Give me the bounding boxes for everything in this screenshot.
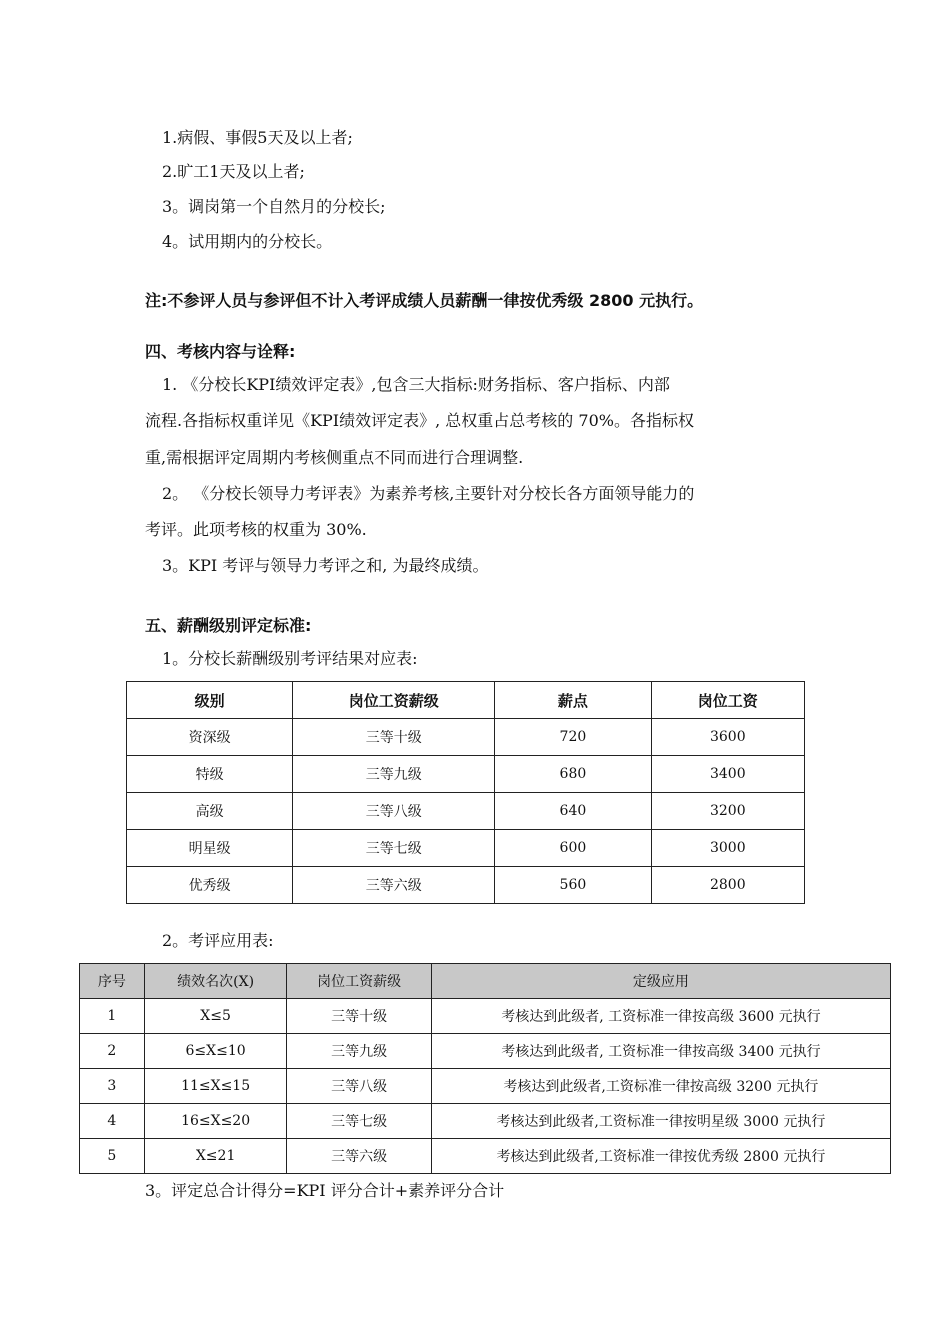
table-cell: 优秀级: [127, 867, 293, 904]
table-cell: 5: [80, 1139, 145, 1174]
table-row: [127, 867, 805, 904]
total-score-formula: 3。评定总合计得分=KPI 评分合计+素养评分合计: [145, 1181, 505, 1200]
table-row: [127, 793, 805, 830]
section4-paragraph: 流程.各指标权重详见《KPI绩效评定表》, 总权重占总考核的 70%。各指标权: [145, 411, 694, 430]
table-row: [80, 999, 891, 1034]
table-row: [80, 1069, 891, 1104]
evaluation-application-table: [79, 963, 891, 1174]
table-header-cell: 绩效名次(X): [144, 964, 287, 999]
table-cell: 720: [495, 719, 651, 756]
table-cell: 三等七级: [287, 1104, 431, 1139]
table-cell: 3: [80, 1069, 145, 1104]
table-cell: 3000: [651, 830, 804, 867]
table-cell: 三等九级: [293, 756, 495, 793]
table-cell: 三等七级: [293, 830, 495, 867]
list-item: 3。调岗第一个自然月的分校长;: [162, 197, 386, 216]
table-row: [80, 1104, 891, 1139]
table-cell: 4: [80, 1104, 145, 1139]
table-cell: 16≤X≤20: [144, 1104, 287, 1139]
section4-heading: 四、考核内容与诠释:: [145, 342, 296, 361]
table-cell: 三等十级: [287, 999, 431, 1034]
table-header-cell: 岗位工资薪级: [293, 682, 495, 719]
table-header-cell: 序号: [80, 964, 145, 999]
table-cell: 3200: [651, 793, 804, 830]
table-cell: 考核达到此级者,工资标准一律按优秀级 2800 元执行: [431, 1139, 890, 1174]
table-cell: 1: [80, 999, 145, 1034]
table-header-row: [80, 964, 891, 999]
table-cell: 考核达到此级者, 工资标准一律按高级 3600 元执行: [431, 999, 890, 1034]
table-cell: 680: [495, 756, 651, 793]
table-cell: 11≤X≤15: [144, 1069, 287, 1104]
table-cell: 明星级: [127, 830, 293, 867]
table-row: [127, 830, 805, 867]
section4-paragraph: 1. 《分校长KPI绩效评定表》,包含三大指标:财务指标、客户指标、内部: [162, 375, 670, 394]
table-cell: 2800: [651, 867, 804, 904]
table-row: [127, 756, 805, 793]
table-cell: 2: [80, 1034, 145, 1069]
table-header-cell: 级别: [127, 682, 293, 719]
table-cell: 560: [495, 867, 651, 904]
section5-heading: 五、薪酬级别评定标准:: [145, 616, 312, 635]
table-header-row: [127, 682, 805, 719]
table-row: [80, 1034, 891, 1069]
table-cell: 考核达到此级者,工资标准一律按明星级 3000 元执行: [431, 1104, 890, 1139]
table-cell: 三等八级: [293, 793, 495, 830]
table-cell: 三等六级: [287, 1139, 431, 1174]
table-header-cell: 定级应用: [431, 964, 890, 999]
table-cell: X≤5: [144, 999, 287, 1034]
section4-paragraph: 3。KPI 考评与领导力考评之和, 为最终成绩。: [162, 556, 489, 575]
table-cell: 600: [495, 830, 651, 867]
table-cell: 考核达到此级者,工资标准一律按高级 3200 元执行: [431, 1069, 890, 1104]
table-cell: 资深级: [127, 719, 293, 756]
table-cell: 特级: [127, 756, 293, 793]
list-item: 1.病假、事假5天及以上者;: [162, 128, 353, 147]
table-cell: 3400: [651, 756, 804, 793]
table-row: [80, 1139, 891, 1174]
table-cell: 640: [495, 793, 651, 830]
table2-caption: 2。考评应用表:: [162, 931, 274, 950]
table-cell: 三等九级: [287, 1034, 431, 1069]
table-cell: 三等十级: [293, 719, 495, 756]
list-item: 2.旷工1天及以上者;: [162, 162, 305, 181]
table1-caption: 1。分校长薪酬级别考评结果对应表:: [162, 649, 418, 668]
table-header-cell: 薪点: [495, 682, 651, 719]
table-cell: 三等八级: [287, 1069, 431, 1104]
table-header-cell: 岗位工资薪级: [287, 964, 431, 999]
table-cell: 三等六级: [293, 867, 495, 904]
table-cell: 6≤X≤10: [144, 1034, 287, 1069]
table-row: [127, 719, 805, 756]
table-cell: 高级: [127, 793, 293, 830]
table-cell: 3600: [651, 719, 804, 756]
table-cell: 考核达到此级者, 工资标准一律按高级 3400 元执行: [431, 1034, 890, 1069]
note-text: 注:不参评人员与参评但不计入考评成绩人员薪酬一律按优秀级 2800 元执行。: [145, 291, 704, 310]
table-header-cell: 岗位工资: [651, 682, 804, 719]
section4-paragraph: 考评。此项考核的权重为 30%.: [145, 520, 367, 539]
salary-level-table: [126, 681, 805, 904]
list-item: 4。试用期内的分校长。: [162, 232, 333, 251]
section4-paragraph: 2。 《分校长领导力考评表》为素养考核,主要针对分校长各方面领导能力的: [162, 484, 695, 503]
section4-paragraph: 重,需根据评定周期内考核侧重点不同而进行合理调整.: [145, 448, 524, 467]
table-cell: X≤21: [144, 1139, 287, 1174]
